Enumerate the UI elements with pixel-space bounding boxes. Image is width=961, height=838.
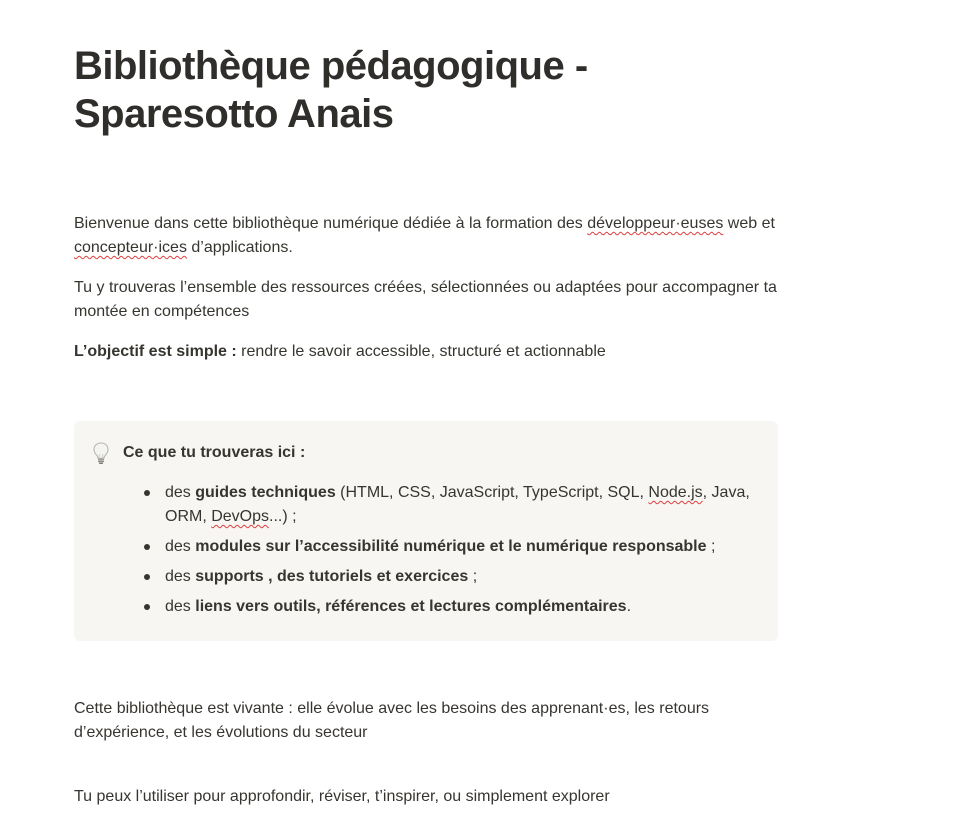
intro-text: web et bbox=[723, 215, 775, 232]
list-item[interactable] bbox=[123, 565, 754, 589]
list-item-prefix: des bbox=[165, 598, 196, 615]
list-item-suffix: . bbox=[626, 598, 632, 615]
list-item-text: ...) ; bbox=[269, 508, 297, 525]
intro-text: Bienvenue dans cette bibliothèque numérique dédiée à la formation des bbox=[74, 215, 588, 232]
intro-paragraph-objective[interactable] bbox=[74, 340, 778, 364]
list-item-prefix: des bbox=[165, 538, 196, 555]
callout-header bbox=[90, 441, 754, 465]
spellcheck-word[interactable]: DevOps bbox=[211, 508, 270, 525]
callout-list bbox=[90, 481, 754, 619]
page-title[interactable]: Bibliothèque pédagogique - Sparesotto Anais bbox=[74, 44, 588, 136]
spellcheck-word[interactable]: Node.js bbox=[648, 484, 703, 501]
outro-paragraph-usage[interactable]: Tu peux l’utiliser pour approfondir, réviser, t’inspirer, ou simplement explorer bbox=[74, 788, 610, 805]
list-item-bold: modules sur l’accessibilité numérique et le numérique responsable bbox=[195, 538, 707, 555]
outro-paragraph-living[interactable]: Cette bibliothèque est vivante : elle évolue avec les besoins des apprenant·es, les retours d’expérience, et les évolutions du secteur bbox=[74, 700, 710, 741]
intro-paragraph-resources[interactable]: Tu y trouveras l’ensemble des ressources créées, sélectionnées ou adaptées pour accompagner ta montée en compétences bbox=[74, 279, 777, 320]
list-item-bold: guides techniques bbox=[195, 484, 336, 501]
objective-label: L’objectif est simple : bbox=[74, 343, 237, 360]
intro-paragraph-welcome[interactable] bbox=[74, 212, 778, 260]
list-item[interactable] bbox=[123, 481, 754, 529]
list-item-bold: liens vers outils, références et lectures complémentaires bbox=[195, 598, 627, 615]
intro-text: d’applications. bbox=[186, 239, 293, 256]
callout-title: Ce que tu trouveras ici : bbox=[123, 444, 306, 461]
spellcheck-word[interactable]: concepteur·ices bbox=[74, 239, 187, 256]
spellcheck-word[interactable]: développeur·euses bbox=[587, 215, 724, 232]
lightbulb-icon[interactable] bbox=[90, 441, 112, 465]
list-item-suffix: ; bbox=[706, 538, 716, 555]
list-item-prefix: des bbox=[165, 568, 196, 585]
list-item-text: (HTML, CSS, JavaScript, TypeScript, SQL, bbox=[335, 484, 649, 501]
objective-text: rendre le savoir accessible, structuré et actionnable bbox=[236, 343, 606, 360]
list-item-bold: supports , des tutoriels et exercices bbox=[195, 568, 469, 585]
callout-block[interactable] bbox=[74, 421, 778, 641]
page-content bbox=[74, 42, 778, 809]
list-item[interactable] bbox=[123, 595, 754, 619]
list-item-prefix: des bbox=[165, 484, 196, 501]
list-item-text: , Java, ORM, bbox=[165, 484, 750, 525]
list-item-suffix: ; bbox=[468, 568, 478, 585]
list-item[interactable] bbox=[123, 535, 754, 559]
